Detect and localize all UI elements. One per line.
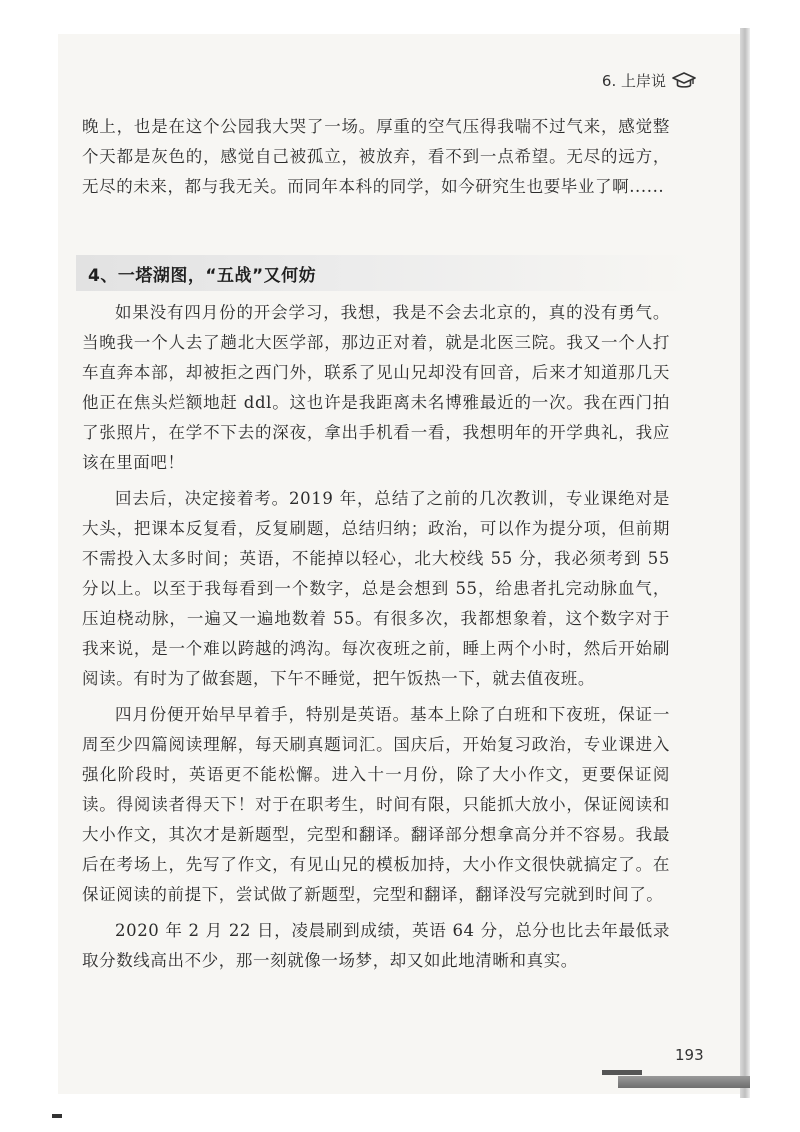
page-number: 193	[675, 1046, 704, 1064]
chapter-title: 6. 上岸说	[601, 72, 666, 90]
section-body	[82, 298, 670, 976]
section-heading-band	[76, 255, 696, 291]
intro-paragraph: 晚上，也是在这个公园我大哭了一场。厚重的空气压得我喘不过气来，感觉整个天都是灰色的，感觉自己被孤立，被放弃，看不到一点希望。无尽的远方，无尽的未来，都与我无关。而同年本科的同学，如今研究生也要毕业了啊......	[82, 117, 670, 196]
body-paragraph-2: 回去后，决定接着考。2019 年，总结了之前的几次教训，专业课绝对是大头，把课本反复看，反复刷题，总结归纳；政治，可以作为提分项，但前期不需投入太多时间；英语，不能掉以轻心，北大校线 55 分，我必须考到 55 分以上。以至于我每看到一个数字，总是会想到 55，给患者扎完动脉血气，压迫桡动脉，一遍又一遍地数着 55。有很多次，我都想象着，这个数字对于我来说，是一个难以跨越的鸿沟。每次夜班之前，睡上两个小时，然后开始刷阅读。有时为了做套题，下午不睡觉，把午饭热一下，就去值夜班。	[82, 489, 670, 688]
section-heading: 4、一塔湖图，“五战”又何妨	[88, 265, 317, 286]
footer-rule-short	[602, 1070, 642, 1075]
footer-bar	[618, 1076, 750, 1088]
body-paragraph-4: 2020 年 2 月 22 日，凌晨刷到成绩，英语 64 分，总分也比去年最低录取分数线高出不少，那一刻就像一场梦，却又如此地清晰和真实。	[82, 921, 670, 970]
body-paragraph-1: 如果没有四月份的开会学习，我想，我是不会去北京的，真的没有勇气。当晚我一个人去了趟北大医学部，那边正对着，就是北医三院。我又一个人打车直奔本部，却被拒之西门外，联系了见山兄却没有回音，后来才知道那几天他正在焦头烂额地赶 ddl。这也许是我距离未名博雅最近的一次。我在西门拍了张照片，在学不下去的深夜，拿出手机看一看，我想明年的开学典礼，我应该在里面吧！	[82, 303, 670, 472]
running-head	[602, 70, 696, 91]
intro-text	[82, 112, 670, 202]
graduation-cap-icon	[672, 72, 696, 90]
page-edge-shadow	[740, 28, 750, 1098]
body-paragraph-3: 四月份便开始早早着手，特别是英语。基本上除了白班和下夜班，保证一周至少四篇阅读理解，每天刷真题词汇。国庆后，开始复习政治，专业课进入强化阶段时，英语更不能松懈。进入十一月份，除了大小作文，更要保证阅读。得阅读者得天下！对于在职考生，时间有限，只能抓大放小，保证阅读和大小作文，其次才是新题型，完型和翻译。翻译部分想拿高分并不容易。我最后在考场上，先写了作文，有见山兄的模板加持，大小作文很快就搞定了。在保证阅读的前提下，尝试做了新题型，完型和翻译，翻译没写完就到时间了。	[82, 705, 670, 904]
corner-mark	[52, 1114, 62, 1118]
